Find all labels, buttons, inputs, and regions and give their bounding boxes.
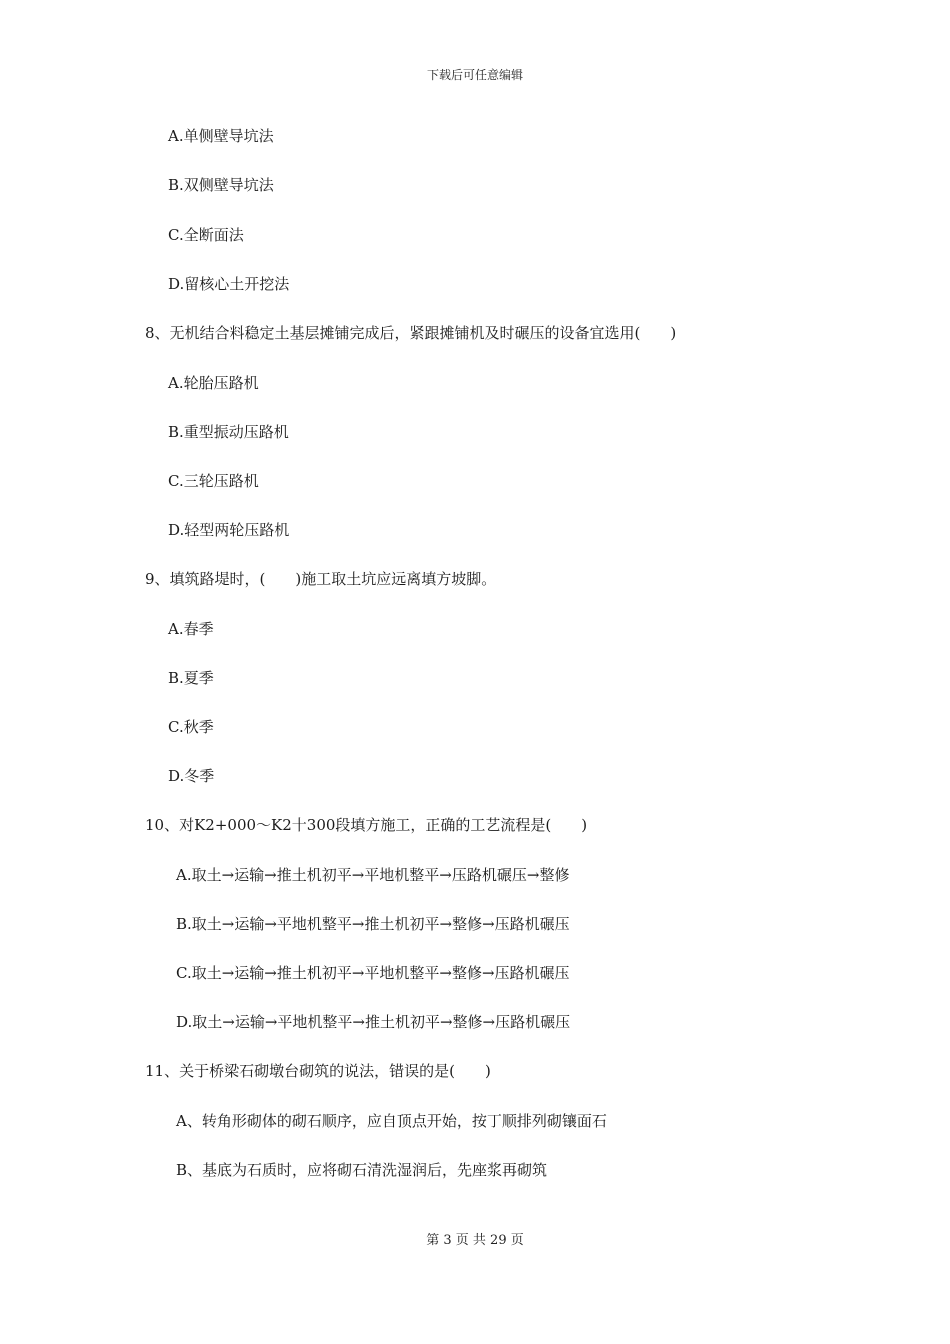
page-footer: 第 3 页 共 29 页 xyxy=(426,1233,524,1248)
q9-option-c: C.秋季 xyxy=(168,718,214,736)
question-8: 8、无机结合料稳定土基层摊铺完成后，紧跟摊铺机及时碾压的设备宜选用( ) xyxy=(145,324,677,342)
q7-option-a: A.单侧壁导坑法 xyxy=(168,127,274,145)
q7-option-d: D.留核心土开挖法 xyxy=(168,275,290,293)
q8-option-b: B.重型振动压路机 xyxy=(168,423,289,441)
q9-option-d: D.冬季 xyxy=(168,767,215,785)
question-11: 11、关于桥梁石砌墩台砌筑的说法，错误的是( ) xyxy=(145,1062,491,1080)
question-9: 9、填筑路堤时，( )施工取土坑应远离填方坡脚。 xyxy=(145,570,497,588)
q10-option-a: A.取土→运输→推土机初平→平地机整平→压路机碾压→整修 xyxy=(176,866,570,884)
q7-option-c: C.全断面法 xyxy=(168,226,244,244)
question-10: 10、对K2+000～K2十300段填方施工，正确的工艺流程是( ) xyxy=(145,816,588,834)
q9-option-b: B.夏季 xyxy=(168,669,214,687)
q9-option-a: A.春季 xyxy=(168,620,214,638)
q10-option-d: D.取土→运输→平地机整平→推土机初平→整修→压路机碾压 xyxy=(176,1013,571,1031)
q11-option-a: A、转角形砌体的砌石顺序，应自顶点开始，按丁顺排列砌镶面石 xyxy=(176,1112,607,1130)
q7-option-b: B.双侧壁导坑法 xyxy=(168,176,274,194)
page-header: 下载后可任意编辑 xyxy=(426,68,523,82)
q10-option-b: B.取土→运输→平地机整平→推土机初平→整修→压路机碾压 xyxy=(176,915,570,933)
q8-option-a: A.轮胎压路机 xyxy=(168,374,259,392)
q10-option-c: C.取土→运输→推土机初平→平地机整平→整修→压路机碾压 xyxy=(176,964,570,982)
q8-option-d: D.轻型两轮压路机 xyxy=(168,521,290,539)
q11-option-b: B、基底为石质时，应将砌石清洗湿润后，先座浆再砌筑 xyxy=(176,1161,548,1179)
q8-option-c: C.三轮压路机 xyxy=(168,472,259,490)
